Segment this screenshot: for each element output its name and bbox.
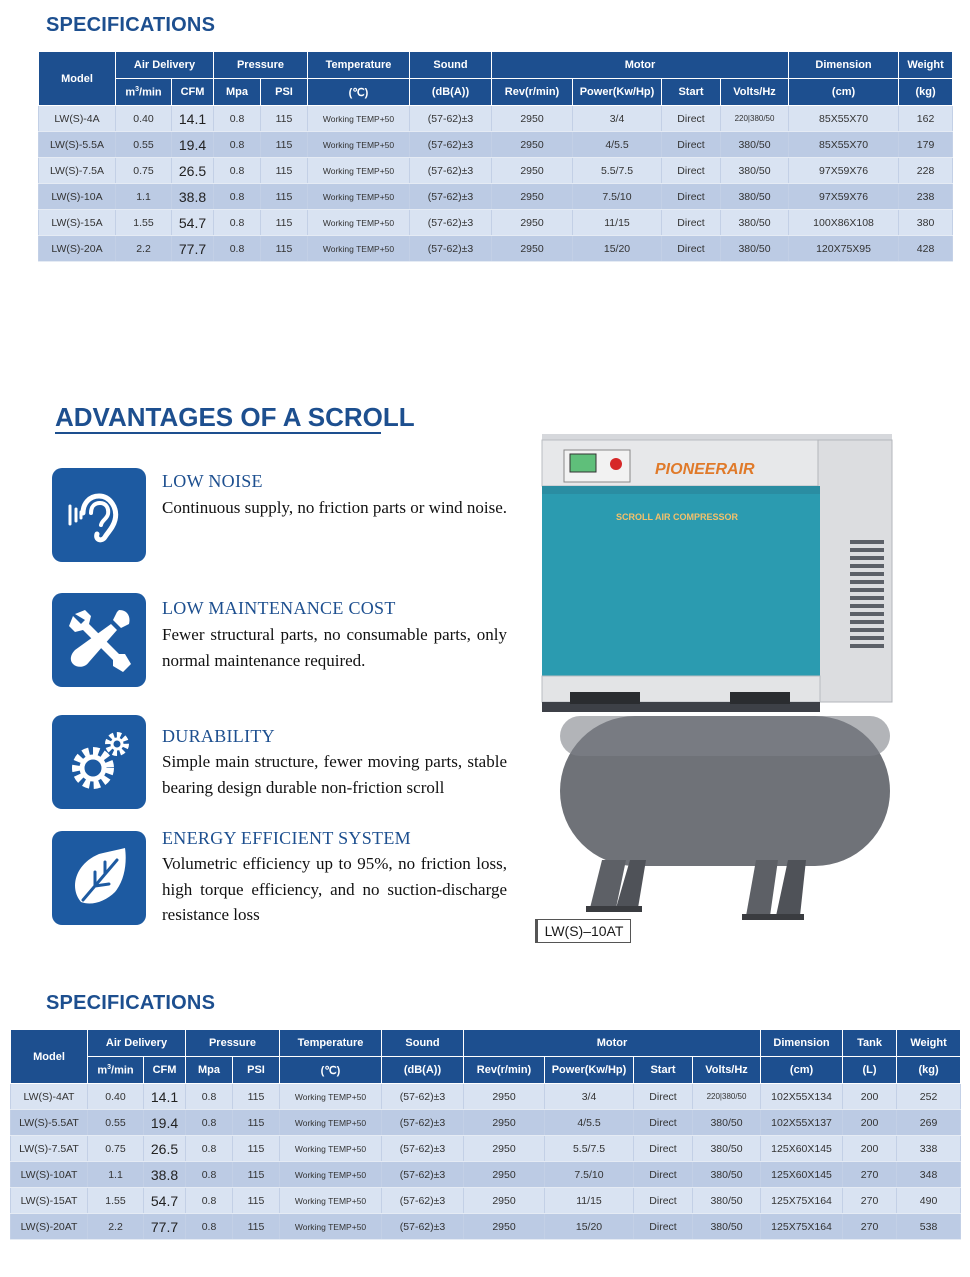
cell-volts: 380/50 xyxy=(721,184,789,210)
cell-start: Direct xyxy=(662,236,721,262)
header-air-delivery: Air Delivery xyxy=(88,1030,186,1057)
cell-m3: 1.1 xyxy=(88,1162,144,1188)
cell-m3: 0.40 xyxy=(116,106,172,132)
header-weight: Weight xyxy=(899,52,953,79)
header-sound: Sound xyxy=(410,52,492,79)
gears-icon xyxy=(52,715,146,809)
cell-start: Direct xyxy=(662,106,721,132)
cell-model: LW(S)-5.5AT xyxy=(11,1110,88,1136)
header-temp-unit: (℃) xyxy=(280,1057,382,1084)
cell-rev: 2950 xyxy=(492,210,573,236)
feature-text-low-maintenance: Fewer structural parts, no consumable parts, only normal maintenance required. xyxy=(162,625,507,670)
header-volts: Volts/Hz xyxy=(693,1057,761,1084)
cell-dim: 97X59X76 xyxy=(789,158,899,184)
cell-m3: 1.55 xyxy=(116,210,172,236)
cell-dim: 125X75X164 xyxy=(761,1214,843,1240)
cell-volts: 220|380/50 xyxy=(721,106,789,132)
cell-weight: 538 xyxy=(897,1214,961,1240)
cell-volts: 380/50 xyxy=(693,1188,761,1214)
cell-temp: Working TEMP+50 xyxy=(280,1084,382,1110)
cell-psi: 115 xyxy=(261,236,308,262)
bottom-spec-table xyxy=(10,1029,961,1240)
cell-power: 15/20 xyxy=(573,236,662,262)
cell-volts: 220|380/50 xyxy=(693,1084,761,1110)
cell-mpa: 0.8 xyxy=(186,1214,233,1240)
cell-model: LW(S)-4A xyxy=(39,106,116,132)
feature-heading-low-noise: LOW NOISE xyxy=(162,471,263,491)
cell-tank: 270 xyxy=(843,1214,897,1240)
cell-sound: (57-62)±3 xyxy=(410,106,492,132)
cell-power: 3/4 xyxy=(573,106,662,132)
cell-power: 7.5/10 xyxy=(545,1162,634,1188)
cell-start: Direct xyxy=(662,158,721,184)
advantages-underline xyxy=(55,432,381,434)
header-temp-unit: (℃) xyxy=(308,79,410,106)
cell-tank: 200 xyxy=(843,1084,897,1110)
cell-sound: (57-62)±3 xyxy=(410,158,492,184)
bottom-spec-title: SPECIFICATIONS xyxy=(46,992,216,1014)
panel-label: SCROLL AIR COMPRESSOR xyxy=(616,512,739,522)
header-motor: Motor xyxy=(492,52,789,79)
cell-dim: 102X55X137 xyxy=(761,1110,843,1136)
cell-dim: 102X55X134 xyxy=(761,1084,843,1110)
cell-cfm: 19.4 xyxy=(172,132,214,158)
cell-start: Direct xyxy=(662,184,721,210)
feature-heading-durability: DURABILITY xyxy=(162,726,275,746)
header-cfm: CFM xyxy=(144,1057,186,1084)
header-start: Start xyxy=(634,1057,693,1084)
cell-sound: (57-62)±3 xyxy=(382,1214,464,1240)
cell-model: LW(S)-20AT xyxy=(11,1214,88,1240)
cell-weight: 348 xyxy=(897,1162,961,1188)
cell-m3: 0.55 xyxy=(88,1110,144,1136)
advantages-title: ADVANTAGES OF A SCROLL xyxy=(55,402,415,432)
cell-weight: 238 xyxy=(899,184,953,210)
cell-psi: 115 xyxy=(261,158,308,184)
header-sound-unit: (dB(A)) xyxy=(382,1057,464,1084)
product-model-caption: LW(S)–10AT xyxy=(535,919,631,943)
cell-rev: 2950 xyxy=(464,1188,545,1214)
cell-dim: 97X59X76 xyxy=(789,184,899,210)
cell-tank: 200 xyxy=(843,1136,897,1162)
cell-cfm: 54.7 xyxy=(172,210,214,236)
header-power: Power(Kw/Hp) xyxy=(545,1057,634,1084)
cell-m3: 0.75 xyxy=(116,158,172,184)
cell-cfm: 14.1 xyxy=(172,106,214,132)
cell-cfm: 54.7 xyxy=(144,1188,186,1214)
cell-dim: 125X60X145 xyxy=(761,1162,843,1188)
cell-model: LW(S)-10A xyxy=(39,184,116,210)
cell-psi: 115 xyxy=(233,1110,280,1136)
cell-dim: 85X55X70 xyxy=(789,132,899,158)
cell-power: 15/20 xyxy=(545,1214,634,1240)
cell-tank: 200 xyxy=(843,1110,897,1136)
header-dimension-unit: (cm) xyxy=(789,79,899,106)
leaf-icon xyxy=(52,831,146,925)
cell-rev: 2950 xyxy=(492,132,573,158)
cell-dim: 125X60X145 xyxy=(761,1136,843,1162)
cell-temp: Working TEMP+50 xyxy=(308,210,410,236)
cell-model: LW(S)-4AT xyxy=(11,1084,88,1110)
cell-mpa: 0.8 xyxy=(186,1110,233,1136)
cell-mpa: 0.8 xyxy=(214,132,261,158)
cell-dim: 125X75X164 xyxy=(761,1188,843,1214)
cell-tank: 270 xyxy=(843,1162,897,1188)
cell-psi: 115 xyxy=(233,1162,280,1188)
cell-mpa: 0.8 xyxy=(186,1084,233,1110)
cell-model: LW(S)-7.5A xyxy=(39,158,116,184)
wrench-screwdriver-icon xyxy=(52,593,146,687)
cell-sound: (57-62)±3 xyxy=(382,1084,464,1110)
header-dimension-unit: (cm) xyxy=(761,1057,843,1084)
cell-power: 5.5/7.5 xyxy=(545,1136,634,1162)
header-weight-unit: (kg) xyxy=(899,79,953,106)
header-tank-unit: (L) xyxy=(843,1057,897,1084)
cell-rev: 2950 xyxy=(464,1084,545,1110)
cell-weight: 338 xyxy=(897,1136,961,1162)
feature-text-durability: Simple main structure, fewer moving parts, stable bearing design durable non-friction scroll xyxy=(162,752,507,797)
cell-rev: 2950 xyxy=(464,1214,545,1240)
table-row xyxy=(39,210,953,236)
cell-sound: (57-62)±3 xyxy=(410,132,492,158)
cell-cfm: 38.8 xyxy=(144,1162,186,1188)
header-motor: Motor xyxy=(464,1030,761,1057)
cell-temp: Working TEMP+50 xyxy=(280,1136,382,1162)
cell-mpa: 0.8 xyxy=(214,210,261,236)
header-dimension: Dimension xyxy=(789,52,899,79)
cell-m3: 1.55 xyxy=(88,1188,144,1214)
cell-temp: Working TEMP+50 xyxy=(308,236,410,262)
header-temperature: Temperature xyxy=(308,52,410,79)
cell-rev: 2950 xyxy=(492,184,573,210)
cell-start: Direct xyxy=(662,132,721,158)
cell-rev: 2950 xyxy=(492,106,573,132)
cell-rev: 2950 xyxy=(464,1162,545,1188)
table-row xyxy=(39,132,953,158)
cell-temp: Working TEMP+50 xyxy=(308,184,410,210)
cell-weight: 179 xyxy=(899,132,953,158)
cell-rev: 2950 xyxy=(464,1136,545,1162)
header-tank: Tank xyxy=(843,1030,897,1057)
cell-mpa: 0.8 xyxy=(186,1162,233,1188)
table-row xyxy=(39,106,953,132)
cell-start: Direct xyxy=(634,1214,693,1240)
top-spec-title: SPECIFICATIONS xyxy=(46,14,216,36)
cell-volts: 380/50 xyxy=(721,236,789,262)
header-cfm: CFM xyxy=(172,79,214,106)
table-row xyxy=(39,184,953,210)
cell-model: LW(S)-10AT xyxy=(11,1162,88,1188)
header-model: Model xyxy=(39,52,116,106)
cell-psi: 115 xyxy=(261,106,308,132)
header-pressure: Pressure xyxy=(186,1030,280,1057)
cell-temp: Working TEMP+50 xyxy=(308,158,410,184)
ear-sound-icon xyxy=(52,468,146,562)
header-m3-min: $m^3/\min$ xyxy=(116,79,172,106)
cell-volts: 380/50 xyxy=(693,1110,761,1136)
cell-weight: 162 xyxy=(899,106,953,132)
cell-sound: (57-62)±3 xyxy=(382,1136,464,1162)
header-psi: PSI xyxy=(233,1057,280,1084)
header-sound-unit: (dB(A)) xyxy=(410,79,492,106)
header-start: Start xyxy=(662,79,721,106)
cell-sound: (57-62)±3 xyxy=(382,1162,464,1188)
cell-power: 11/15 xyxy=(573,210,662,236)
cell-cfm: 38.8 xyxy=(172,184,214,210)
cell-mpa: 0.8 xyxy=(214,158,261,184)
header-temperature: Temperature xyxy=(280,1030,382,1057)
cell-sound: (57-62)±3 xyxy=(382,1110,464,1136)
cell-start: Direct xyxy=(662,210,721,236)
brand-logo: PIONEERAIR xyxy=(655,461,755,478)
cell-model: LW(S)-15A xyxy=(39,210,116,236)
header-weight-unit: (kg) xyxy=(897,1057,961,1084)
cell-mpa: 0.8 xyxy=(214,184,261,210)
header-weight: Weight xyxy=(897,1030,961,1057)
compressor-illustration xyxy=(520,420,940,940)
cell-cfm: 19.4 xyxy=(144,1110,186,1136)
cell-dim: 85X55X70 xyxy=(789,106,899,132)
cell-power: 4/5.5 xyxy=(545,1110,634,1136)
table-row xyxy=(11,1136,961,1162)
cell-model: LW(S)-15AT xyxy=(11,1188,88,1214)
feature-text-low-noise: Continuous supply, no friction parts or wind noise. xyxy=(162,498,508,517)
cell-rev: 2950 xyxy=(492,158,573,184)
cell-volts: 380/50 xyxy=(721,132,789,158)
cell-cfm: 26.5 xyxy=(144,1136,186,1162)
header-rev: Rev(r/min) xyxy=(464,1057,545,1084)
cell-dim: 100X86X108 xyxy=(789,210,899,236)
header-model: Model xyxy=(11,1030,88,1084)
table-row xyxy=(11,1214,961,1240)
cell-m3: 0.55 xyxy=(116,132,172,158)
cell-dim: 120X75X95 xyxy=(789,236,899,262)
cell-volts: 380/50 xyxy=(693,1136,761,1162)
cell-start: Direct xyxy=(634,1162,693,1188)
cell-volts: 380/50 xyxy=(721,158,789,184)
header-power: Power(Kw/Hp) xyxy=(573,79,662,106)
cell-start: Direct xyxy=(634,1136,693,1162)
header-m3-min: $m^3/\min$ xyxy=(88,1057,144,1084)
cell-power: 4/5.5 xyxy=(573,132,662,158)
cell-psi: 115 xyxy=(233,1084,280,1110)
cell-model: LW(S)-20A xyxy=(39,236,116,262)
cell-sound: (57-62)±3 xyxy=(410,184,492,210)
cell-rev: 2950 xyxy=(464,1110,545,1136)
top-spec-table xyxy=(38,51,953,262)
cell-psi: 115 xyxy=(233,1136,280,1162)
cell-psi: 115 xyxy=(233,1188,280,1214)
cell-m3: 0.75 xyxy=(88,1136,144,1162)
header-sound: Sound xyxy=(382,1030,464,1057)
cell-power: 7.5/10 xyxy=(573,184,662,210)
cell-temp: Working TEMP+50 xyxy=(280,1214,382,1240)
cell-weight: 380 xyxy=(899,210,953,236)
cell-mpa: 0.8 xyxy=(214,106,261,132)
feature-text-energy: Volumetric efficiency up to 95%, no friction loss, high torque efficiency, and no suction-discharge resistance loss xyxy=(162,854,507,924)
cell-psi: 115 xyxy=(233,1214,280,1240)
header-air-delivery: Air Delivery xyxy=(116,52,214,79)
cell-weight: 428 xyxy=(899,236,953,262)
cell-model: LW(S)-7.5AT xyxy=(11,1136,88,1162)
cell-sound: (57-62)±3 xyxy=(410,236,492,262)
header-pressure: Pressure xyxy=(214,52,308,79)
cell-temp: Working TEMP+50 xyxy=(280,1110,382,1136)
cell-volts: 380/50 xyxy=(693,1162,761,1188)
cell-power: 5.5/7.5 xyxy=(573,158,662,184)
table-row xyxy=(11,1188,961,1214)
header-rev: Rev(r/min) xyxy=(492,79,573,106)
cell-cfm: 77.7 xyxy=(144,1214,186,1240)
cell-mpa: 0.8 xyxy=(214,236,261,262)
cell-volts: 380/50 xyxy=(721,210,789,236)
cell-m3: 0.40 xyxy=(88,1084,144,1110)
cell-rev: 2950 xyxy=(492,236,573,262)
cell-start: Direct xyxy=(634,1084,693,1110)
cell-psi: 115 xyxy=(261,184,308,210)
cell-weight: 269 xyxy=(897,1110,961,1136)
feature-heading-energy: ENERGY EFFICIENT SYSTEM xyxy=(162,828,411,848)
table-row xyxy=(11,1110,961,1136)
cell-start: Direct xyxy=(634,1110,693,1136)
cell-start: Direct xyxy=(634,1188,693,1214)
cell-sound: (57-62)±3 xyxy=(382,1188,464,1214)
cell-volts: 380/50 xyxy=(693,1214,761,1240)
cell-weight: 490 xyxy=(897,1188,961,1214)
header-psi: PSI xyxy=(261,79,308,106)
cell-power: 11/15 xyxy=(545,1188,634,1214)
cell-psi: 115 xyxy=(261,210,308,236)
cell-cfm: 26.5 xyxy=(172,158,214,184)
cell-cfm: 77.7 xyxy=(172,236,214,262)
cell-mpa: 0.8 xyxy=(186,1136,233,1162)
cell-m3: 2.2 xyxy=(116,236,172,262)
cell-m3: 2.2 xyxy=(88,1214,144,1240)
cell-m3: 1.1 xyxy=(116,184,172,210)
cell-temp: Working TEMP+50 xyxy=(308,132,410,158)
table-row xyxy=(11,1162,961,1188)
cell-temp: Working TEMP+50 xyxy=(308,106,410,132)
cell-temp: Working TEMP+50 xyxy=(280,1162,382,1188)
cell-model: LW(S)-5.5A xyxy=(39,132,116,158)
table-row xyxy=(39,236,953,262)
cell-power: 3/4 xyxy=(545,1084,634,1110)
cell-sound: (57-62)±3 xyxy=(410,210,492,236)
cell-weight: 228 xyxy=(899,158,953,184)
header-mpa: Mpa xyxy=(214,79,261,106)
cell-weight: 252 xyxy=(897,1084,961,1110)
header-mpa: Mpa xyxy=(186,1057,233,1084)
table-row xyxy=(11,1084,961,1110)
cell-temp: Working TEMP+50 xyxy=(280,1188,382,1214)
cell-mpa: 0.8 xyxy=(186,1188,233,1214)
header-dimension: Dimension xyxy=(761,1030,843,1057)
table-row xyxy=(39,158,953,184)
feature-heading-low-maintenance: LOW MAINTENANCE COST xyxy=(162,598,396,618)
cell-psi: 115 xyxy=(261,132,308,158)
cell-tank: 270 xyxy=(843,1188,897,1214)
header-volts: Volts/Hz xyxy=(721,79,789,106)
cell-cfm: 14.1 xyxy=(144,1084,186,1110)
